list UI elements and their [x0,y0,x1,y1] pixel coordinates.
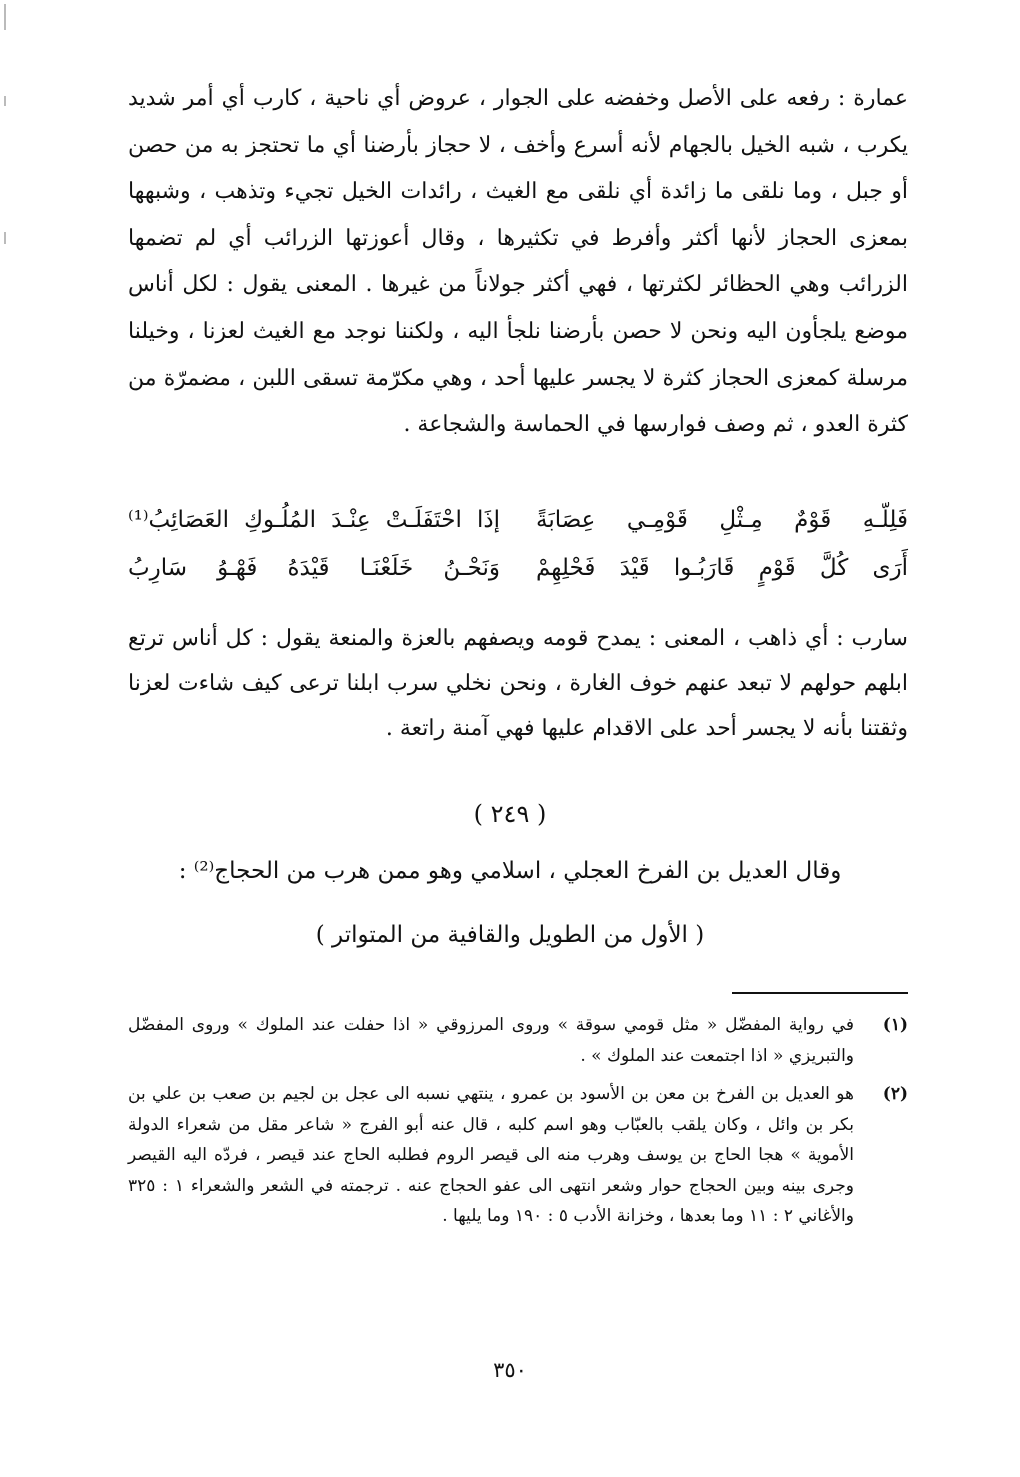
scan-edge-mark [4,232,6,244]
footnote [128,1079,908,1232]
verse-first-hemistich: فَلِلّـهِ قَوْمٌ مِـثْلِ قَوْمِـي عِصَابَةً [536,507,908,533]
verse-second-hemistich: وَنَحْـنُ خَلَعْنَـا قَيْدَهُ فَهْـوُ سَارِبُ [128,555,500,581]
commentary-paragraph-2: سارب : أي ذاهب ، المعنى : يمدح قومه ويصفهم بالعزة والمنعة يقول : كل أناس ترتع ابلهم حولهم لا تبعد عنهم خوف الغارة ، ونحن نخلي سرب ابلنا ترعى كيف شاءت لعزنا وثقتنا بأنه لا يجسر أحد على الاقدام عليها فهي آمنة راتعة . [128,626,909,741]
footnote-number: (٢) [882,1084,908,1104]
verse-first-hemistich: أَرَى كُلَّ قَوْمٍ قَارَبُـوا قَيْدَ فَحْلِهِمْ [536,555,908,581]
footnote-number: (١) [882,1015,908,1035]
scan-edge-mark [4,96,6,106]
poem-meter: ( الأول من الطويل والقافية من المتواتر ) [315,922,705,948]
commentary-paragraph-1: عمارة : رفعه على الأصل وخفضه على الجوار ، عروض أي ناحية ، كارب أي أمر شديد يكرب ، شبه الخيل بالجهام لأنه أسرع وأخف ، لا حجاز بأرضنا أي ما تحتجز به من حصن أو جبل ، وما نلقى ما زائدة أي نلقى مع الغيث ، رائدات الخيل تجيء وتذهب ، وشبهها بمعزى الحجاز لأنها أكثر وأفرط في تكثيرها ، وقال أعوزتها الزرائب أي لم تضمها الزرائب وهي الحظائر لكثرتها ، فهي أكثر جولاناً من غيرها . المعنى يقول : لكل أناس موضع يلجأون اليه ونحن لا حصن بأرضنا نلجأ اليه ، ولكننا نوجد مع الغيث لعزنا ، وخيلنا مرسلة كمعزى الحجاز كثرة لا يجسر عليها أحد ، وهي مكرّمة تسقى اللبن ، مضمرّة من كثرة العدو ، ثم وصف فوارسها في الحماسة والشجاعة . [128,86,908,438]
footnote-divider [732,992,908,994]
scan-edge-mark [4,4,6,30]
verse-line [128,544,908,592]
footnote [128,1010,908,1071]
poem-number: ( ٢٤٩ ) [473,800,547,828]
footnotes [128,1010,908,1240]
page-number: ٣٥٠ [493,1358,527,1382]
footnote-text: هو العديل بن الفرخ بن معن بن الأسود بن عمرو ، ينتهي نسبه الى عجل بن لجيم بن صعب بن علي بن بكر بن وائل ، وكان يلقب بالعبّاب وهو اسم كلبه ، قال عنه أبو الفرج « شاعر مقل من شعراء الدولة الأموية » هجا الحاج بن يوسف وهرب منه الى قيصر الروم فطلبه الحاج عند قيصر ، فردّه اليه القيصر وجرى بينه وبين الحجاج حوار وشعر انتهى الى عفو الحجاج عنه . ترجمته في الشعر والشعراء ١ : ٣٢٥ والأغاني ٢ : ١١ وما بعدها ، وخزانة الأدب ٥ : ١٩٠ وما يليها . [128,1084,854,1226]
verses [128,496,908,592]
verse-line [128,496,908,544]
verse-second-hemistich: إذَا احْتَفَلَـتْ عِنْـدَ المُلُـوكِ العَصَائِبُ⁽¹⁾ [128,507,500,533]
footnote-text: في رواية المفضّل « مثل قومي سوقة » وروى المرزوقي « اذا حفلت عند الملوك » وروى المفضّل والتبريزي « اذا اجتمعت عند الملوك » . [128,1015,854,1066]
poem-introduction: وقال العديل بن الفرخ العجلي ، اسلامي وهو ممن هرب من الحجاج⁽²⁾ : [178,858,842,884]
